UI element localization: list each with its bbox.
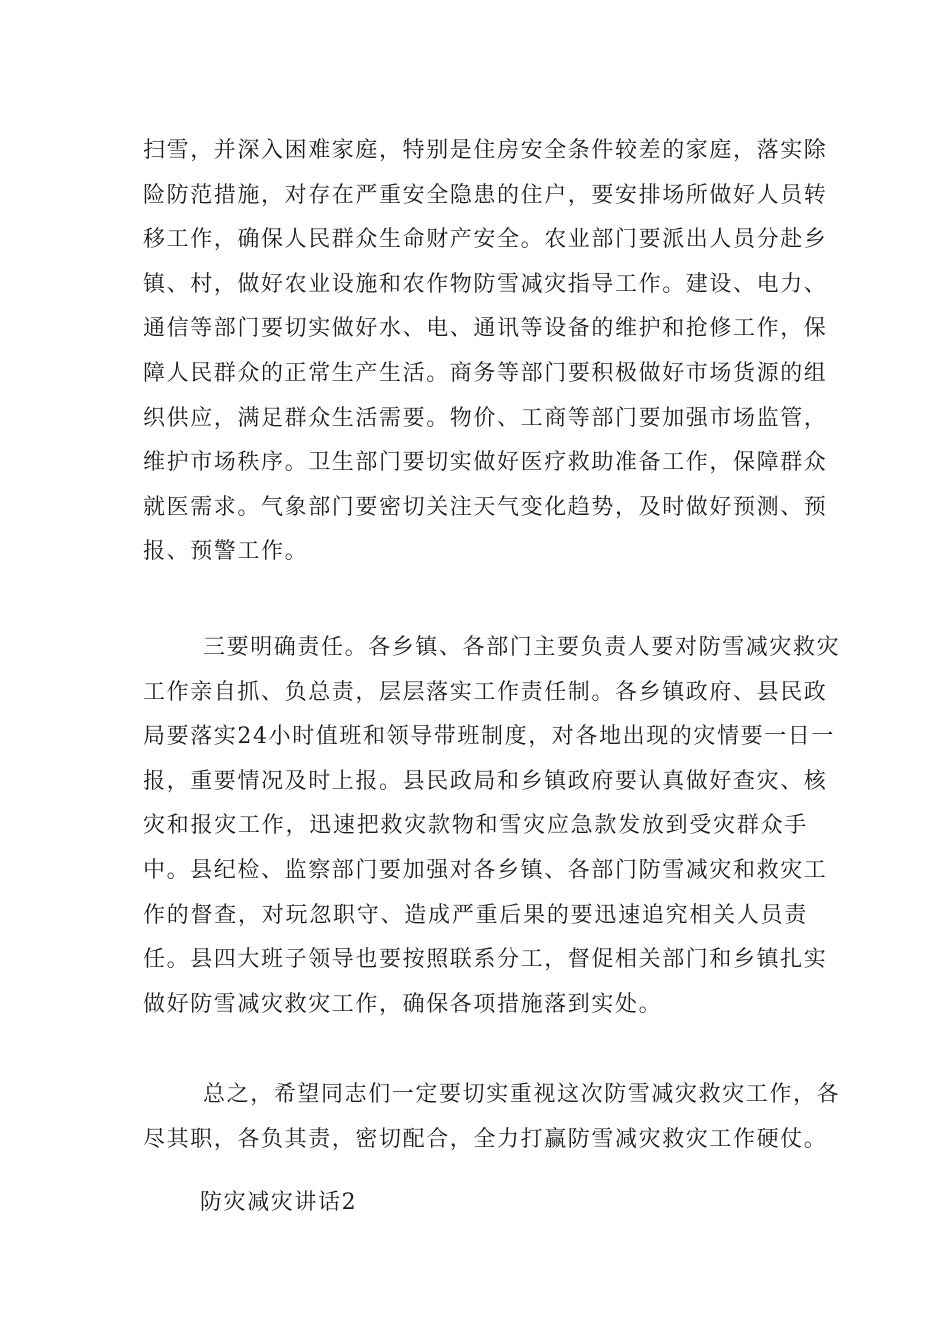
paragraph-line: 灾和报灾工作，迅速把救灾款物和雪灾应急款发放到受灾群众手: [143, 813, 808, 839]
paragraph-line: 三要明确责任。各乡镇、各部门主要负责人要对防雪减灾救灾: [203, 635, 841, 660]
paragraph-line: 中。县纪检、监察部门要加强对各乡镇、各部门防雪减灾和救灾工: [143, 857, 828, 883]
paragraph-line: 移工作，确保人民群众生命财产安全。农业部门要派出人员分赴乡: [143, 227, 828, 253]
paragraph-1: [143, 129, 828, 575]
paragraph-line: 就医需求。气象部门要密切关注天气变化趋势，及时做好预测、预: [143, 494, 828, 520]
paragraph-3: [143, 1073, 841, 1162]
paragraph-line: 镇、村，做好农业设施和农作物防雪减灾指导工作。建设、电力、: [143, 271, 828, 297]
paragraph-line: 作的督查，对玩忽职守、造成严重后果的要迅速追究相关人员责: [143, 902, 808, 928]
paragraph-line: 报、预警工作。: [143, 539, 309, 565]
paragraph-line: 报，重要情况及时上报。县民政局和乡镇政府要认真做好查灾、核: [143, 768, 828, 794]
paragraph-line: 维护市场秩序。卫生部门要切实做好医疗救助准备工作，保障群众: [143, 450, 828, 476]
paragraph-line: 障人民群众的正常生产生活。商务等部门要积极做好市场货源的组: [143, 360, 828, 386]
paragraph-line: 扫雪，并深入困难家庭，特别是住房安全条件较差的家庭，落实除: [143, 138, 828, 163]
paragraph-2: [143, 626, 841, 1027]
paragraph-line: 织供应，满足群众生活需要。物价、工商等部门要加强市场监管，: [143, 405, 828, 431]
paragraph-line: 局要落实24小时值班和领导带班制度，对各地出现的灾情要一日一: [143, 724, 835, 750]
paragraph-line: 通信等部门要切实做好水、电、通讯等设备的维护和抢修工作，保: [143, 316, 828, 342]
section-heading: 防灾减灾讲话2: [200, 1190, 358, 1215]
paragraph-line: 任。县四大班子领导也要按照联系分工，督促相关部门和乡镇扎实: [143, 947, 828, 973]
paragraph-line: 尽其职，各负其责，密切配合，全力打赢防雪减灾救灾工作硬仗。: [143, 1126, 828, 1152]
paragraph-line: 工作亲自抓、负总责，层层落实工作责任制。各乡镇政府、县民政: [143, 679, 828, 705]
paragraph-line: 做好防雪减灾救灾工作，确保各项措施落到实处。: [143, 991, 663, 1017]
paragraph-line: 险防范措施，对存在严重安全隐患的住户，要安排场所做好人员转: [143, 182, 828, 208]
paragraph-line: 总之，希望同志们一定要切实重视这次防雪减灾救灾工作，各: [203, 1082, 841, 1107]
